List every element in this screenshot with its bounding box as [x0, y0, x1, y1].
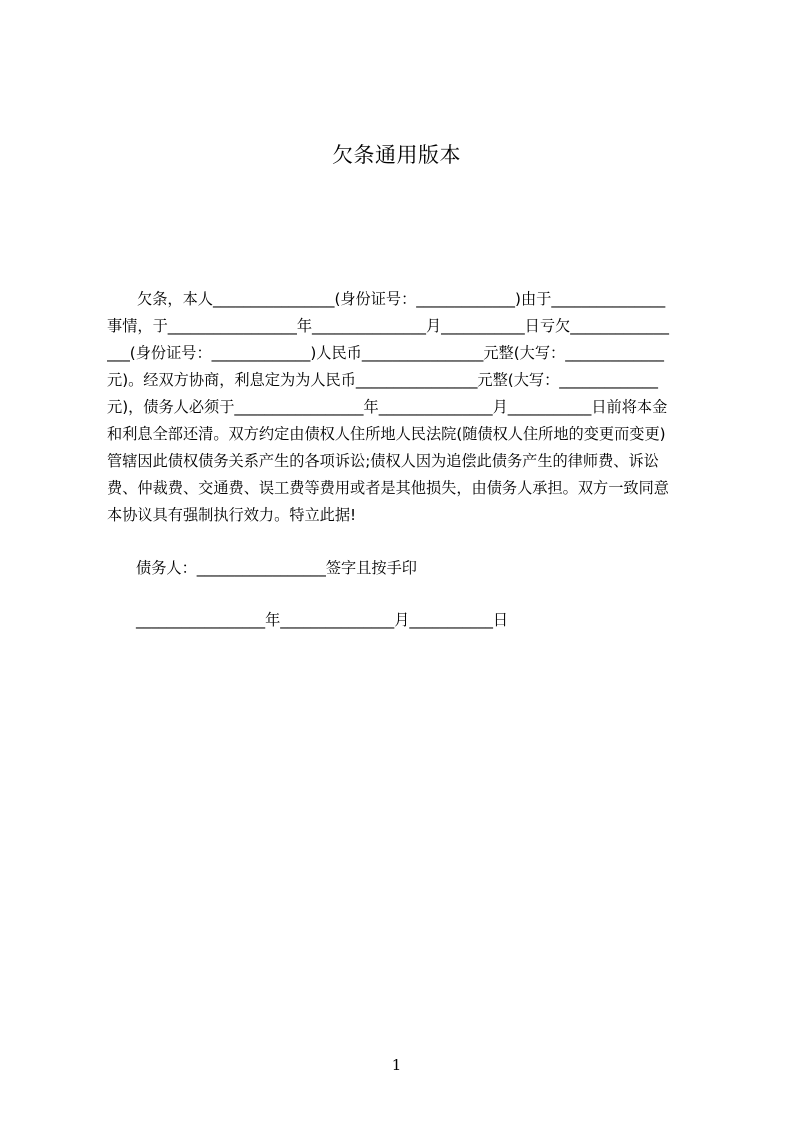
date-line: _________________年_______________月___________日: [136, 611, 509, 629]
body-line-5: 元)，债务人必须于_________________年_______________月___________日前将本金: [107, 398, 668, 416]
body-line-9: 本协议具有强制执行效力。特立此据!: [107, 506, 357, 524]
body-line-6: 和利息全部还清。双方约定由债权人住所地人民法院(随债权人住所地的变更而变更): [107, 425, 666, 443]
page-number: 1: [391, 1056, 402, 1074]
body-line-2: 事情，于_________________年_______________月___________日亏欠_____________: [107, 317, 669, 335]
body-line-1: 欠条，本人________________(身份证号：_____________)由于_______________: [137, 290, 666, 308]
body-line-7: 管辖因此债权债务关系产生的各项诉讼;债权人因为追偿此债务产生的律师费、诉讼: [107, 452, 659, 470]
body-line-3: ___(身份证号：_____________)人民币________________元整(大写：_____________: [107, 344, 664, 362]
iou-body-paragraph: [107, 286, 701, 529]
body-line-8: 费、仲裁费、交通费、误工费等费用或者是其他损失，由债务人承担。双方一致同意: [107, 479, 669, 497]
body-line-4: 元)。经双方协商，利息定为为人民币________________元整(大写：_____________: [107, 371, 659, 389]
debtor-signature-line: 债务人：_________________签字且按手印: [136, 559, 417, 577]
document-title: 欠条通用版本: [332, 143, 461, 167]
